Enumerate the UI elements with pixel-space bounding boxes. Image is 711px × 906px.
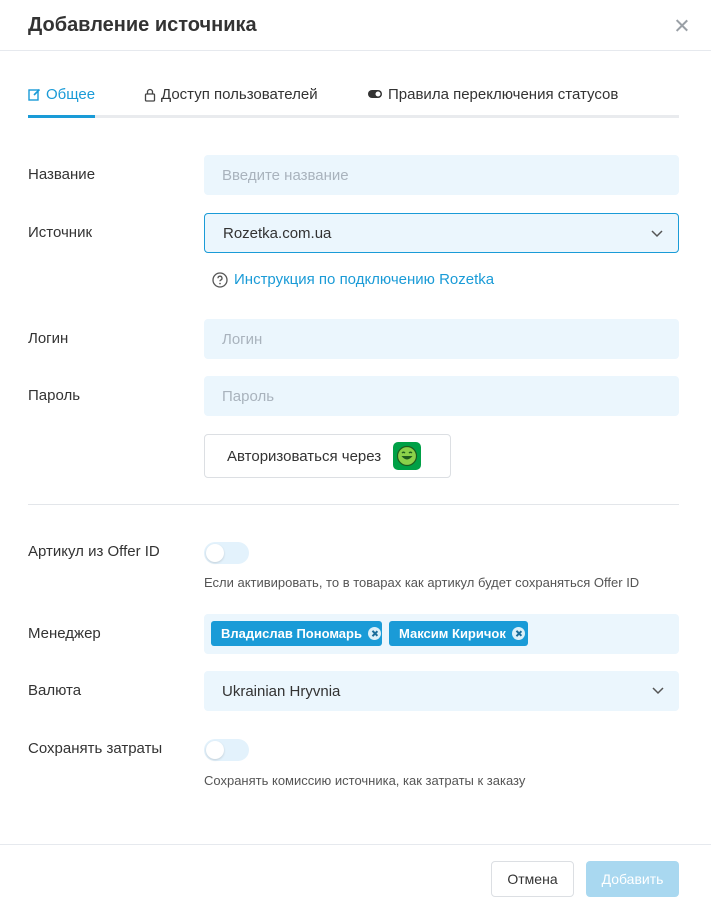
chevron-down-icon [651, 683, 665, 697]
connection-guide-link[interactable] [212, 271, 494, 288]
name-field[interactable] [204, 155, 679, 195]
costs-hint: Сохранять комиссию источника, как затраты к заказу [204, 773, 526, 788]
article-toggle[interactable] [204, 542, 249, 564]
manager-select[interactable] [204, 614, 679, 654]
tab-label: Общее [46, 86, 96, 103]
tag-label: Владислав Пономарь [221, 626, 362, 641]
costs-toggle[interactable] [204, 739, 249, 761]
tag-label: Максим Киричок [399, 626, 506, 641]
chevron-down-icon [650, 226, 664, 240]
authorize-button[interactable] [204, 434, 451, 478]
close-icon[interactable] [672, 16, 692, 36]
dialog-title: Добавление источника [28, 14, 257, 36]
password-input[interactable] [222, 388, 679, 405]
tab-general[interactable] [28, 84, 95, 115]
name-label: Название [28, 166, 96, 183]
tab-label: Доступ пользователей [161, 86, 318, 103]
source-select[interactable] [204, 213, 679, 253]
password-field[interactable] [204, 376, 679, 416]
manager-tag [211, 621, 382, 646]
authorize-button-label: Авторизоваться через [227, 447, 382, 465]
toggle-knob [206, 741, 224, 759]
login-label: Логин [28, 330, 69, 347]
tab-status-rules[interactable] [367, 84, 618, 115]
tab-user-access[interactable] [144, 84, 318, 115]
article-label: Артикул из Offer ID [28, 543, 160, 560]
tab-bar [28, 84, 679, 118]
currency-select[interactable] [204, 671, 679, 711]
article-hint: Если активировать, то в товарах как артикул будет сохраняться Offer ID [204, 575, 640, 590]
tab-label: Правила переключения статусов [388, 86, 619, 103]
help-icon [212, 272, 228, 288]
dialog-header [0, 0, 711, 51]
cancel-button[interactable]: Отмена [491, 861, 574, 897]
remove-tag-icon[interactable] [512, 627, 525, 640]
source-label: Источник [28, 224, 93, 241]
login-field[interactable] [204, 319, 679, 359]
toggle-knob [206, 544, 224, 562]
currency-label: Валюта [28, 682, 82, 699]
add-button[interactable]: Добавить [586, 861, 679, 897]
password-label: Пароль [28, 387, 81, 404]
remove-tag-icon[interactable] [368, 627, 381, 640]
costs-label: Сохранять затраты [28, 740, 163, 757]
help-link-text: Инструкция по подключению Rozetka [234, 271, 495, 288]
manager-label: Менеджер [28, 625, 101, 642]
rozetka-logo-icon [393, 442, 421, 470]
lock-icon [144, 88, 156, 102]
currency-value: Ukrainian Hryvnia [222, 682, 341, 700]
name-input[interactable] [222, 167, 679, 184]
edit-icon [28, 88, 41, 101]
login-input[interactable] [222, 331, 679, 348]
manager-tag [389, 621, 528, 646]
section-divider [28, 504, 679, 505]
source-value: Rozetka.com.ua [223, 224, 332, 242]
toggle-icon [367, 88, 383, 100]
